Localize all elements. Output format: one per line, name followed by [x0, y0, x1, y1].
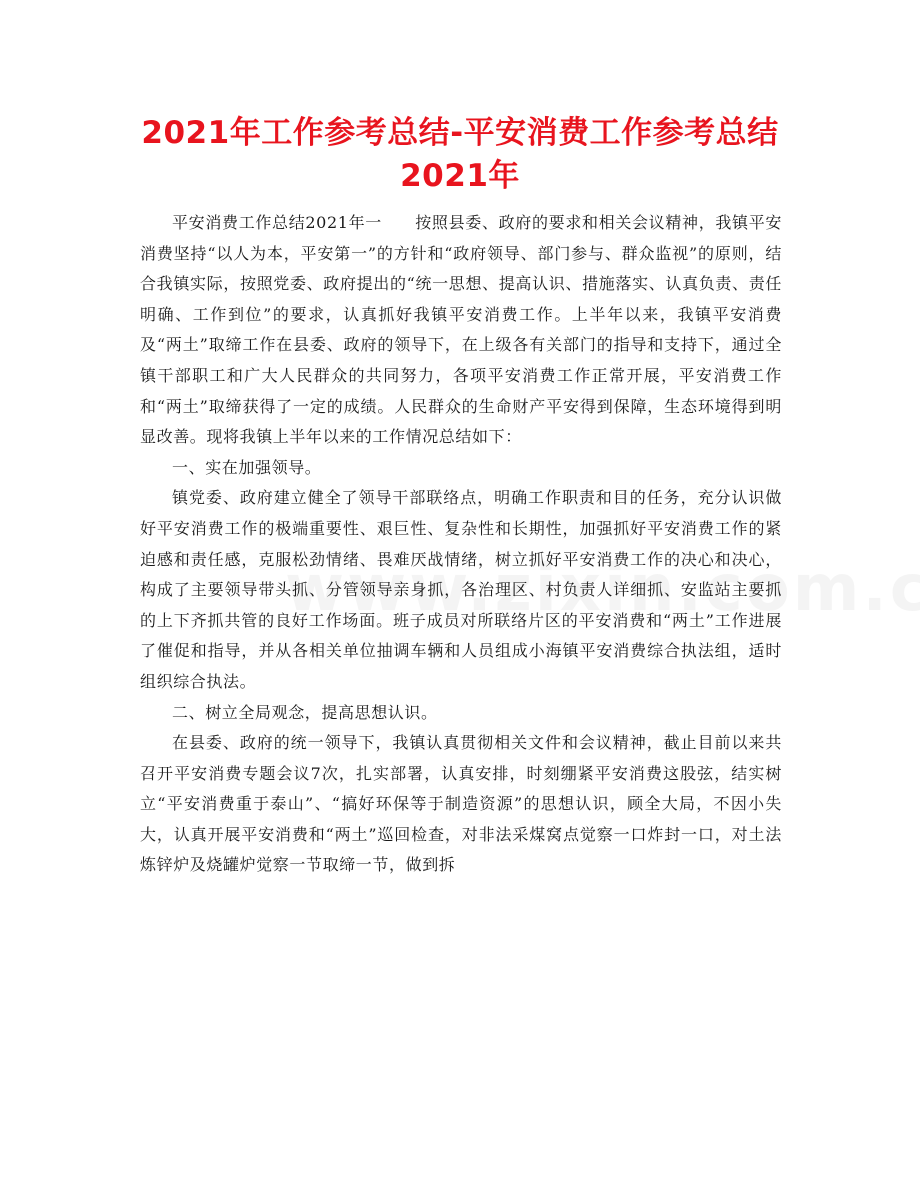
section-heading-1: 一、实在加强领导。 [172, 457, 322, 477]
document-body [140, 208, 782, 881]
section-paragraph-2: 在县委、政府的统一领导下，我镇认真贯彻相关文件和会议精神，截止目前以来共召开平安消费专题会议7次，扎实部署，认真安排，时刻绷紧平安消费这股弦，结实树立“平安消费重于泰山”、“搞好环保等于制造资源”的思想认识，顾全大局，不因小失大，认真开展平安消费和“两土”巡回检查，对非法采煤窝点觉察一口炸封一口，对土法炼锌炉及烧罐炉觉察一节取缔一节，做到拆 [140, 733, 782, 875]
section-paragraph-1: 镇党委、政府建立健全了领导干部联络点，明确工作职责和目的任务，充分认识做好平安消费工作的极端重要性、艰巨性、复杂性和长期性，加强抓好平安消费工作的紧迫感和责任感，克服松劲情绪、畏难厌战情绪，树立抓好平安消费工作的决心和决心，构成了主要领导带头抓、分管领导亲身抓，各治理区、村负责人详细抓、安监站主要抓的上下齐抓共管的良好工作场面。班子成员对所联络片区的平安消费和“两土”工作进展了催促和指导，并从各相关单位抽调车辆和人员组成小海镇平安消费综合执法组，适时组织综合执法。 [140, 488, 782, 691]
section-heading-2: 二、树立全局观念，提高思想认识。 [172, 702, 438, 722]
intro-paragraph: 平安消费工作总结2021年一 按照县委、政府的要求和相关会议精神，我镇平安消费坚持“以人为本，平安第一”的方针和“政府领导、部门参与、群众监视”的原则，结合我镇实际，按照党委、政府提出的“统一思想、提高认识、措施落实、认真负责、责任明确、工作到位”的要求，认真抓好我镇平安消费工作。上半年以来，我镇平安消费及“两土”取缔工作在县委、政府的领导下，在上级各有关部门的指导和支持下，通过全镇干部职工和广大人民群众的共同努力，各项平安消费工作正常开展，平安消费工作和“两土”取缔获得了一定的成绩。人民群众的生命财产平安得到保障，生态环境得到明显改善。现将我镇上半年以来的工作情况总结如下： [140, 213, 782, 447]
document-title: 2021年工作参考总结-平安消费工作参考总结2021年 [141, 115, 779, 194]
